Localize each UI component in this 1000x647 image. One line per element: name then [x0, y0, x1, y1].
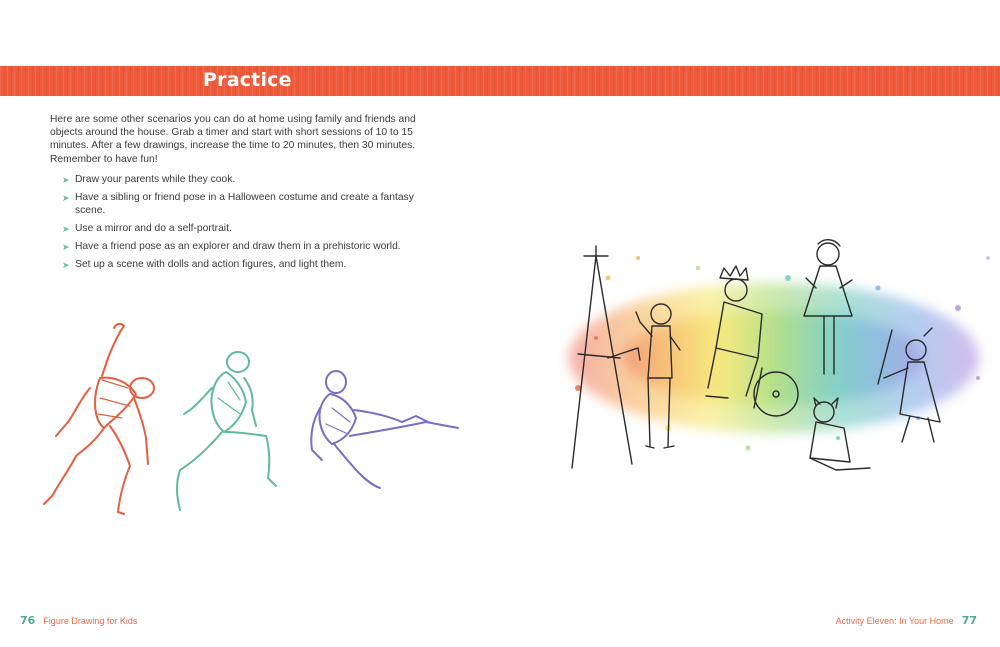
- footer-left: [20, 614, 137, 627]
- bullet-icon: ➤: [62, 193, 70, 203]
- list-item-text: Have a friend pose as an explorer and draw them in a prehistoric world.: [75, 241, 401, 252]
- list-item-text: Have a sibling or friend pose in a Halloween costume and create a fantasy scene.: [75, 192, 414, 216]
- banner-title: Practice: [203, 69, 292, 91]
- teal-mannequin-figure: [177, 352, 276, 510]
- chapter-title: Activity Eleven: In Your Home: [835, 616, 954, 626]
- list-item-text: Use a mirror and do a self-portrait.: [75, 223, 232, 234]
- scenario-list: [62, 173, 422, 276]
- bullet-icon: ➤: [62, 175, 70, 185]
- intro-paragraph: Here are some other scenarios you can do at home using family and friends and objects around the house. Grab a timer and start with short sessions of 10 to 15 minutes. After a few drawings, increase the time to 20 minutes, then 30 minutes. Remember to have fun!: [50, 114, 416, 165]
- list-item: [62, 173, 422, 186]
- list-item: [62, 258, 422, 271]
- rainbow-splatter-scene-illustration: [548, 218, 1000, 483]
- page-number-right: 77: [961, 614, 977, 627]
- list-item-text: Set up a scene with dolls and action figures, and light them.: [75, 259, 347, 270]
- section-banner: [0, 66, 1000, 96]
- bullet-icon: ➤: [62, 242, 70, 252]
- list-item-text: Draw your parents while they cook.: [75, 174, 236, 185]
- mannequin-figures-illustration: [30, 318, 470, 523]
- purple-mannequin-figure: [311, 371, 458, 488]
- book-title: Figure Drawing for Kids: [43, 616, 138, 626]
- list-item: [62, 240, 422, 253]
- list-item: [62, 222, 422, 235]
- list-item: [62, 191, 422, 217]
- orange-mannequin-figure: [44, 324, 154, 514]
- bullet-icon: ➤: [62, 260, 70, 270]
- bullet-icon: ➤: [62, 224, 70, 234]
- footer-right: [836, 614, 977, 627]
- paint-splatter-background: [569, 283, 979, 433]
- page-number-left: 76: [20, 614, 36, 627]
